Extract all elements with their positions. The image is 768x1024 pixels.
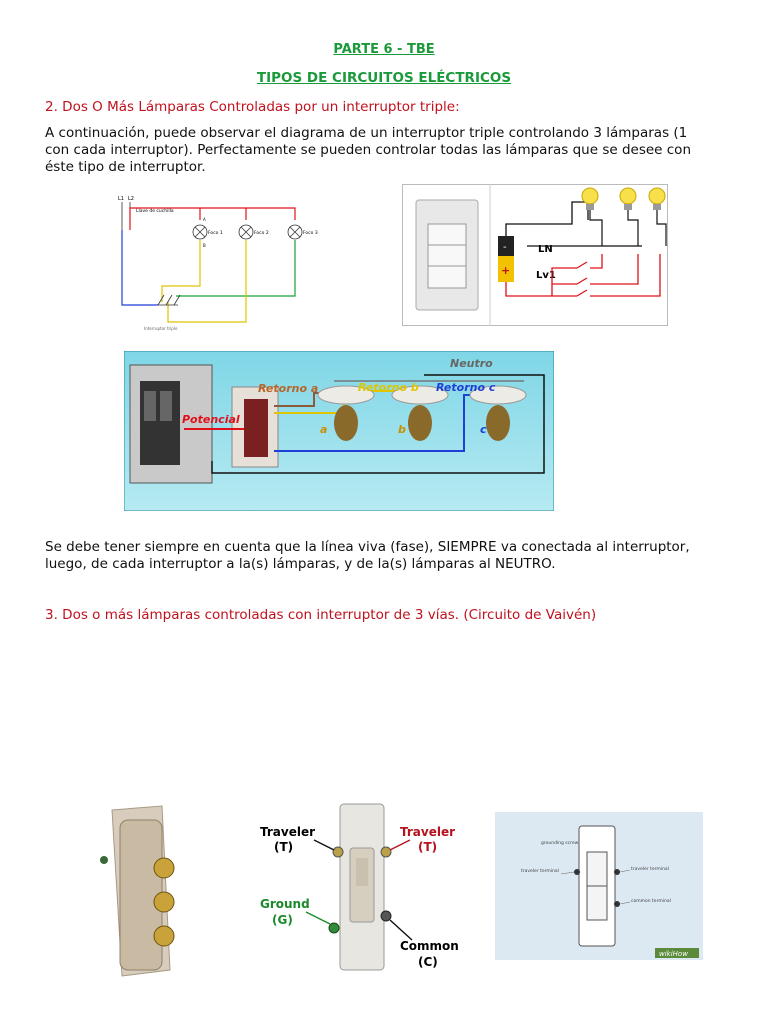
traveler-right-t: (T) — [418, 840, 438, 854]
l1-label: L1 — [118, 196, 124, 202]
lamp-b-label: b — [398, 423, 406, 436]
foco-2-symbol — [239, 225, 253, 239]
diagram-switch-body — [579, 826, 615, 946]
foco-1-label: Foco 1 — [208, 231, 223, 236]
three-way-switch-photo — [82, 800, 204, 984]
ln-label: LN — [538, 244, 553, 255]
three-way-switch-diagram — [495, 812, 703, 960]
common-screw — [381, 911, 391, 921]
lamp-a-label: a — [320, 423, 328, 436]
triple-switch-installation-photo — [124, 351, 554, 511]
switch-plate — [416, 200, 478, 310]
grounding-screw-label: grounding screw — [541, 841, 579, 846]
wikihow-logo: wikiHow — [659, 950, 688, 958]
screw-3-icon — [154, 926, 174, 946]
diagram-screw-common — [614, 901, 620, 907]
diagram-screw-left — [574, 869, 580, 875]
page-title: TIPOS DE CIRCUITOS ELÉCTRICOS — [256, 70, 512, 86]
common-terminal-label: common terminal — [631, 899, 671, 904]
traveler-terminal-label-left: traveler terminal — [521, 869, 559, 874]
triple-switch-wiring-figure — [402, 184, 668, 326]
neutro-label: Neutro — [450, 357, 493, 370]
switch-label: Interruptor triple — [144, 326, 178, 331]
neutral-note: Se debe tener siempre en cuenta que la línea viva (fase), SIEMPRE va conectada al interruptor, luego, de cada interruptor a la(s) lámparas, y de la(s) lámparas al NEUTRO. — [45, 539, 690, 572]
battery-plus: + — [501, 264, 511, 277]
traveler-left-screw — [333, 847, 343, 857]
battery-minus: - — [503, 242, 507, 253]
lv1-label: Lv1 — [536, 270, 556, 281]
diagram-screw-right — [614, 869, 620, 875]
foco-3-symbol — [288, 225, 302, 239]
traveler-left-t: (T) — [274, 840, 294, 854]
screw-2-icon — [154, 892, 174, 912]
lamp-c-label: c — [480, 423, 487, 436]
switch-box — [232, 387, 278, 467]
l2-label: L2 — [128, 196, 134, 202]
terminal-b-label: B — [203, 243, 206, 248]
fuse-label: Llave de cuchilla — [136, 209, 174, 214]
three-way-switch-labeled — [252, 800, 472, 976]
section-2-paragraph: A continuación, puede observar el diagrama de un interruptor triple controlando 3 lámparas (1 con cada interruptor). Perfectamente se pueden controlar todas las lámparas que se desee con éste tipo de interruptor. — [45, 125, 691, 175]
common-label: Common — [400, 939, 459, 953]
ground-label: Ground — [260, 897, 310, 911]
section-2-heading: 2. Dos O Más Lámparas Controladas por un interruptor triple: — [45, 99, 460, 115]
foco-1-symbol — [193, 225, 207, 239]
traveler-terminal-label-right: traveler terminal — [631, 867, 669, 872]
screw-1-icon — [154, 858, 174, 878]
traveler-right-label: Traveler — [400, 825, 456, 839]
part-title: PARTE 6 - TBE — [333, 42, 435, 57]
foco-3-label: Foco 3 — [303, 231, 318, 236]
retorno-c-label: Retorno c — [436, 381, 496, 394]
battery-icon — [498, 236, 514, 282]
foco-2-label: Foco 2 — [254, 231, 269, 236]
traveler-right-screw — [381, 847, 391, 857]
traveler-left-label: Traveler — [260, 825, 316, 839]
triple-switch-schematic — [110, 190, 340, 335]
retorno-b-label: Retorno b — [358, 381, 419, 394]
terminal-a-label: A — [203, 217, 206, 222]
retorno-a-label: Retorno a — [258, 382, 319, 395]
common-c: (C) — [418, 955, 438, 969]
potencial-label: Potencial — [182, 413, 240, 426]
switch-body — [340, 804, 384, 970]
ground-screw — [329, 923, 339, 933]
section-3-heading: 3. Dos o más lámparas controladas con interruptor de 3 vías. (Circuito de Vaivén) — [45, 607, 597, 623]
ground-g: (G) — [272, 913, 293, 927]
